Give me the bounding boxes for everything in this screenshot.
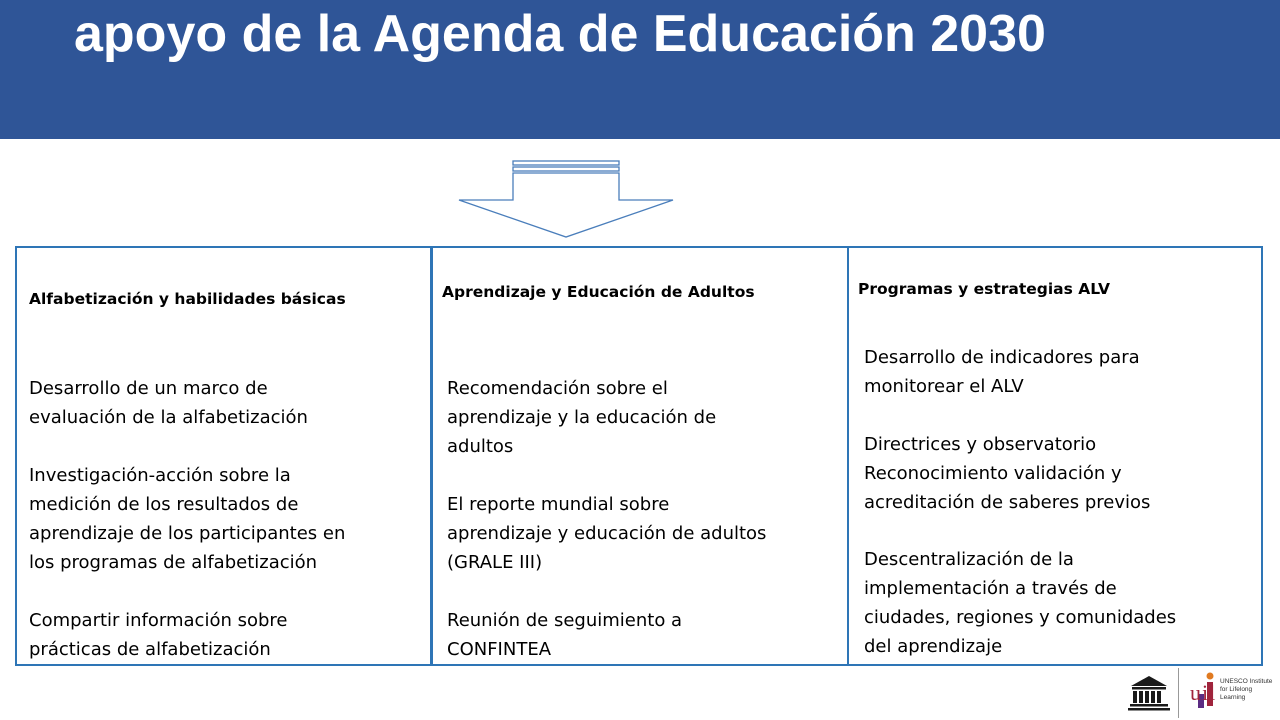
down-arrow-icon [455,155,680,240]
list-item: Investigación-acción sobre la medición de los resultados de aprendizaje de los participantes en los programas de alfabetización [29,465,346,573]
logos [1118,666,1280,720]
list-item: Reunión de seguimiento a CONFINTEA [447,610,683,660]
uil-logo [1184,666,1280,720]
column-adult-education [431,246,849,666]
column-title: Alfabetización y habilidades básicas [29,290,346,308]
list-item: Descentralización de la implementación a través de ciudades, regiones y comunidades del aprendizaje [864,549,1177,657]
list-item: Desarrollo de indicadores para monitorear el ALV [864,347,1140,397]
list-item: Directrices y observatorio Reconocimiento validación y acreditación de saberes previos [864,434,1151,513]
uil-caption: UNESCO Institute for Lifelong Learning [1220,678,1273,701]
unesco-logo [1118,666,1180,720]
column-lll-programmes [847,246,1263,666]
title-banner [0,0,1280,139]
list-item: Compartir información sobre prácticas de alfabetización [29,610,288,660]
column-title: Programas y estrategias ALV [858,280,1110,298]
list-item: Desarrollo de un marco de evaluación de la alfabetización [29,378,308,428]
column-literacy [15,246,432,666]
list-item: El reporte mundial sobre aprendizaje y educación de adultos (GRALE III) [447,494,767,573]
column-title: Aprendizaje y Educación de Adultos [442,283,755,301]
page-title: apoyo de la Agenda de Educación 2030 [74,5,1046,63]
list-item: Recomendación sobre el aprendizaje y la educación de adultos [447,378,717,457]
uil-letters: uil [1190,680,1217,705]
